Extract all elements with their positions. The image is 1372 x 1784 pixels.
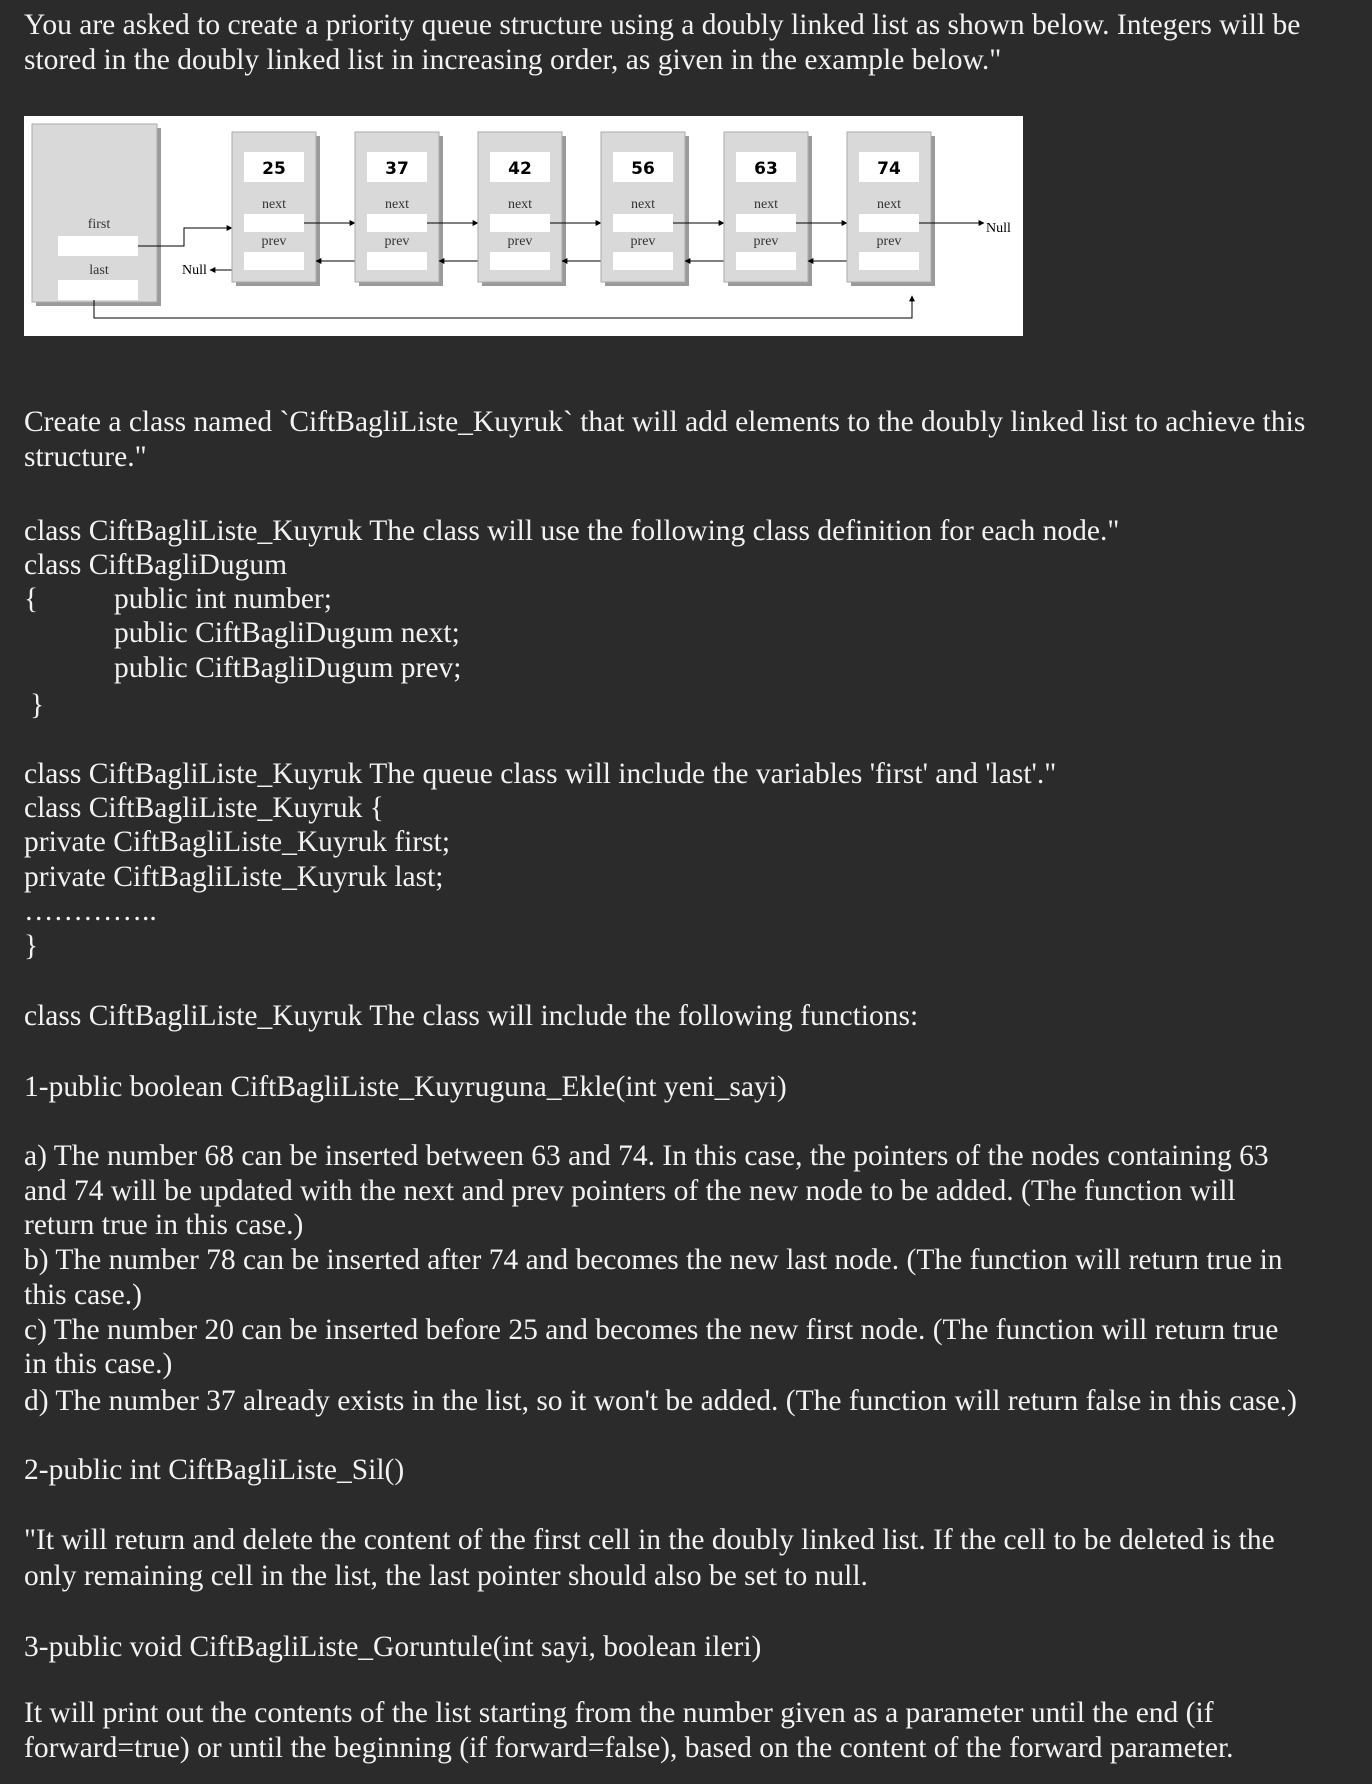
node-value: 37 xyxy=(385,159,409,179)
intro-line-1: You are asked to create a priority queue structure using a doubly linked list as shown below. Integers will be xyxy=(24,9,1301,41)
func1-c-line-2: in this case.) xyxy=(24,1348,173,1380)
node-next-box xyxy=(736,214,796,232)
node-next-box xyxy=(490,214,550,232)
node-next-label: next xyxy=(507,197,533,212)
node-next-label: next xyxy=(261,197,287,212)
null-right-label: Null xyxy=(986,221,1011,236)
node-prev-label: prev xyxy=(384,234,410,249)
first-label: first xyxy=(87,217,111,232)
node-prev-label: prev xyxy=(876,234,902,249)
func1-c-line-1: c) The number 20 can be inserted before 25 and becomes the new first node. (The function will return true xyxy=(24,1314,1279,1346)
node-prev-box xyxy=(244,252,304,270)
func1-d-line-1: d) The number 37 already exists in the list, so it won't be added. (The function will return false in this case.) xyxy=(24,1385,1297,1417)
node-section-intro: class CiftBagliListe_Kuyruk The class will use the following class definition for each node." xyxy=(24,515,1120,547)
node-4 xyxy=(601,132,689,286)
func1-a-line-1: a) The number 68 can be inserted between 63 and 74. In this case, the pointers of the nodes containing 63 xyxy=(24,1140,1269,1172)
node-next-box xyxy=(367,214,427,232)
create-line-1: Create a class named `CiftBagliListe_Kuyruk` that will add elements to the doubly linked list to achieve this xyxy=(24,406,1306,438)
node-value: 74 xyxy=(877,159,901,179)
node-next-box xyxy=(244,214,304,232)
node-next-box xyxy=(613,214,673,232)
functions-intro: class CiftBagliListe_Kuyruk The class will include the following functions: xyxy=(24,1000,919,1032)
node-next-label: next xyxy=(384,197,410,212)
func3-desc-line-1: It will print out the contents of the list starting from the number given as a parameter until the end (if xyxy=(24,1697,1214,1729)
intro-line-2: stored in the doubly linked list in increasing order, as given in the example below." xyxy=(24,44,1002,76)
queue-close-brace: } xyxy=(24,930,39,962)
func1-b-line-1: b) The number 78 can be inserted after 74 and becomes the new last node. (The function will return true in xyxy=(24,1244,1283,1276)
func2-desc-line-1: "It will return and delete the content of the first cell in the doubly linked list. If the cell to be deleted is the xyxy=(24,1524,1275,1556)
last-pointer-box xyxy=(58,280,138,300)
node-prev-box xyxy=(859,252,919,270)
queue-field-last: private CiftBagliListe_Kuyruk last; xyxy=(24,861,444,893)
node-next-box xyxy=(859,214,919,232)
last-arrow xyxy=(94,296,912,318)
node-value: 25 xyxy=(262,159,286,179)
func1-b-line-2: this case.) xyxy=(24,1279,142,1311)
func1-a-line-2: and 74 will be updated with the next and prev pointers of the new node to be added. (The function will xyxy=(24,1175,1236,1207)
node-value: 42 xyxy=(508,159,532,179)
func3-desc-line-2: forward=true) or until the beginning (if forward=false), based on the content of the forward parameter. xyxy=(24,1732,1234,1764)
node-next-label: next xyxy=(630,197,656,212)
node-6 xyxy=(847,132,935,286)
queue-field-first: private CiftBagliListe_Kuyruk first; xyxy=(24,826,451,858)
null-left-label: Null xyxy=(182,263,207,278)
node-prev-label: prev xyxy=(261,234,287,249)
func2-desc-line-2: only remaining cell in the list, the last pointer should also be set to null. xyxy=(24,1560,868,1592)
node-prev-box xyxy=(367,252,427,270)
node-next-label: next xyxy=(753,197,779,212)
node-value: 63 xyxy=(754,159,778,179)
node-prev-label: prev xyxy=(753,234,779,249)
node-field-number: public int number; xyxy=(114,583,332,615)
node-close-brace: } xyxy=(30,689,45,721)
func1-a-line-3: return true in this case.) xyxy=(24,1209,304,1241)
node-2 xyxy=(355,132,443,286)
node-value: 56 xyxy=(631,159,655,179)
func3-signature: 3-public void CiftBagliListe_Goruntule(int sayi, boolean ileri) xyxy=(24,1631,762,1663)
node-prev-label: prev xyxy=(507,234,533,249)
doubly-linked-list-diagram xyxy=(24,116,1023,336)
node-field-prev: public CiftBagliDugum prev; xyxy=(114,652,462,684)
node-prev-label: prev xyxy=(630,234,656,249)
node-class-decl: class CiftBagliDugum xyxy=(24,549,288,581)
node-prev-box xyxy=(736,252,796,270)
func1-signature: 1-public boolean CiftBagliListe_Kuyruguna_Ekle(int yeni_sayi) xyxy=(24,1071,787,1103)
node-next-label: next xyxy=(876,197,902,212)
queue-dots: ………….. xyxy=(24,895,157,927)
node-prev-box xyxy=(613,252,673,270)
queue-section-intro: class CiftBagliListe_Kuyruk The queue class will include the variables 'first' and 'last'." xyxy=(24,758,1057,790)
node-prev-box xyxy=(490,252,550,270)
node-open-brace: { xyxy=(24,583,39,615)
create-line-2: structure." xyxy=(24,441,147,473)
node-3 xyxy=(478,132,566,286)
node-5 xyxy=(724,132,812,286)
queue-class-decl: class CiftBagliListe_Kuyruk { xyxy=(24,792,384,824)
node-field-next: public CiftBagliDugum next; xyxy=(114,617,460,649)
first-pointer-box xyxy=(58,236,138,256)
func2-signature: 2-public int CiftBagliListe_Sil() xyxy=(24,1454,405,1486)
last-label: last xyxy=(89,263,109,278)
node-1 xyxy=(232,132,320,286)
